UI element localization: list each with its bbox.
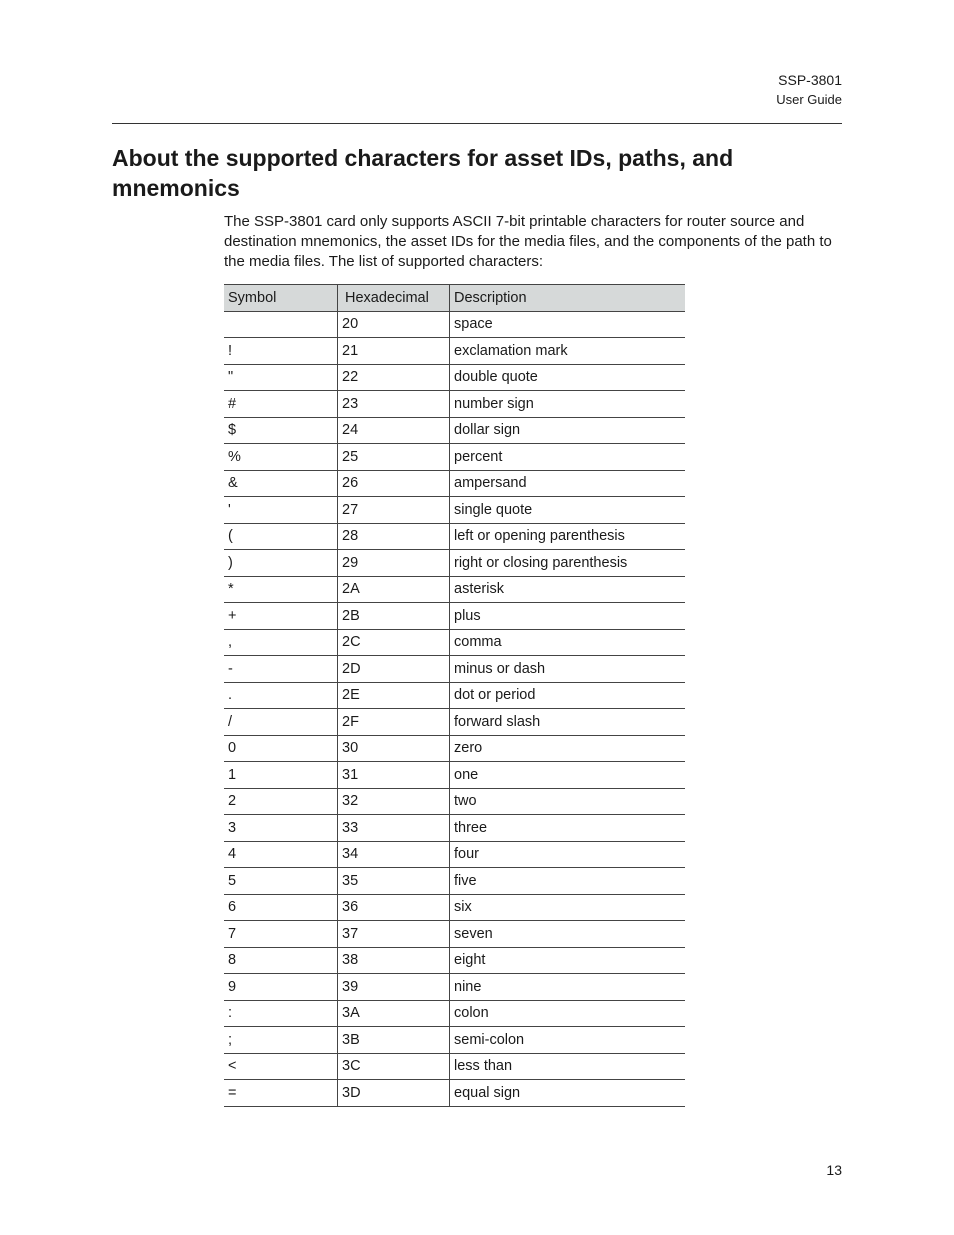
cell-description: dot or period	[450, 682, 686, 709]
cell-hexadecimal: 33	[338, 815, 450, 842]
cell-hexadecimal: 39	[338, 974, 450, 1001]
cell-hexadecimal: 3B	[338, 1027, 450, 1054]
table-row	[224, 947, 685, 974]
cell-hexadecimal: 34	[338, 841, 450, 868]
cell-symbol: /	[224, 709, 338, 736]
column-header-hexadecimal: Hexadecimal	[338, 285, 450, 312]
cell-symbol: 5	[224, 868, 338, 895]
cell-symbol: %	[224, 444, 338, 471]
cell-hexadecimal: 29	[338, 550, 450, 577]
table-row	[224, 868, 685, 895]
table-row	[224, 1080, 685, 1107]
cell-symbol: 8	[224, 947, 338, 974]
table-row	[224, 550, 685, 577]
cell-hexadecimal: 26	[338, 470, 450, 497]
cell-hexadecimal: 2B	[338, 603, 450, 630]
cell-description: four	[450, 841, 686, 868]
cell-symbol: .	[224, 682, 338, 709]
page-number: 13	[826, 1162, 842, 1178]
table-header-row	[224, 285, 685, 312]
table-row	[224, 444, 685, 471]
cell-hexadecimal: 2D	[338, 656, 450, 683]
section-title: About the supported characters for asset IDs, paths, and mnemonics	[112, 145, 734, 201]
table-row	[224, 894, 685, 921]
table-row	[224, 364, 685, 391]
cell-symbol: 0	[224, 735, 338, 762]
table-row	[224, 417, 685, 444]
cell-description: number sign	[450, 391, 686, 418]
table-row	[224, 311, 685, 338]
cell-symbol: )	[224, 550, 338, 577]
table-row	[224, 815, 685, 842]
document-type: User Guide	[776, 92, 842, 107]
table-row	[224, 1000, 685, 1027]
cell-hexadecimal: 2E	[338, 682, 450, 709]
cell-description: three	[450, 815, 686, 842]
intro-paragraph: The SSP-3801 card only supports ASCII 7-bit printable characters for router source and destination mnemonics, the asset IDs for the media files, and the components of the path to the media files. The list of supported characters:	[224, 213, 832, 270]
cell-symbol	[224, 311, 338, 338]
cell-hexadecimal: 32	[338, 788, 450, 815]
cell-hexadecimal: 37	[338, 921, 450, 948]
cell-symbol: 4	[224, 841, 338, 868]
cell-description: eight	[450, 947, 686, 974]
table-row	[224, 788, 685, 815]
cell-description: seven	[450, 921, 686, 948]
cell-symbol: 9	[224, 974, 338, 1001]
cell-description: less than	[450, 1053, 686, 1080]
table-row	[224, 629, 685, 656]
cell-description: plus	[450, 603, 686, 630]
cell-description: single quote	[450, 497, 686, 524]
cell-description: forward slash	[450, 709, 686, 736]
table-row	[224, 656, 685, 683]
cell-hexadecimal: 38	[338, 947, 450, 974]
table-row	[224, 603, 685, 630]
cell-description: asterisk	[450, 576, 686, 603]
cell-description: percent	[450, 444, 686, 471]
table-row	[224, 921, 685, 948]
cell-description: one	[450, 762, 686, 789]
column-header-symbol: Symbol	[224, 285, 338, 312]
column-header-description: Description	[450, 285, 686, 312]
cell-description: double quote	[450, 364, 686, 391]
table-row	[224, 735, 685, 762]
cell-symbol: :	[224, 1000, 338, 1027]
cell-symbol: 1	[224, 762, 338, 789]
cell-hexadecimal: 2C	[338, 629, 450, 656]
cell-hexadecimal: 3D	[338, 1080, 450, 1107]
cell-symbol: -	[224, 656, 338, 683]
supported-characters-table	[224, 284, 685, 1107]
table-row	[224, 391, 685, 418]
cell-symbol: 6	[224, 894, 338, 921]
cell-description: left or opening parenthesis	[450, 523, 686, 550]
cell-description: colon	[450, 1000, 686, 1027]
cell-hexadecimal: 28	[338, 523, 450, 550]
table-row	[224, 1053, 685, 1080]
cell-hexadecimal: 27	[338, 497, 450, 524]
cell-symbol: (	[224, 523, 338, 550]
cell-symbol: ,	[224, 629, 338, 656]
table-row	[224, 338, 685, 365]
cell-description: right or closing parenthesis	[450, 550, 686, 577]
cell-symbol: <	[224, 1053, 338, 1080]
cell-hexadecimal: 25	[338, 444, 450, 471]
cell-description: five	[450, 868, 686, 895]
table-row	[224, 497, 685, 524]
running-header	[776, 71, 842, 109]
cell-hexadecimal: 21	[338, 338, 450, 365]
table-row	[224, 470, 685, 497]
cell-description: zero	[450, 735, 686, 762]
cell-symbol: "	[224, 364, 338, 391]
cell-hexadecimal: 36	[338, 894, 450, 921]
cell-symbol: !	[224, 338, 338, 365]
cell-description: exclamation mark	[450, 338, 686, 365]
table-row	[224, 576, 685, 603]
table-row	[224, 709, 685, 736]
cell-hexadecimal: 23	[338, 391, 450, 418]
cell-description: space	[450, 311, 686, 338]
table-row	[224, 974, 685, 1001]
table-row	[224, 523, 685, 550]
cell-hexadecimal: 22	[338, 364, 450, 391]
cell-symbol: $	[224, 417, 338, 444]
cell-symbol: 3	[224, 815, 338, 842]
table-row	[224, 762, 685, 789]
cell-symbol: #	[224, 391, 338, 418]
table-row	[224, 1027, 685, 1054]
cell-hexadecimal: 3A	[338, 1000, 450, 1027]
cell-symbol: *	[224, 576, 338, 603]
cell-description: ampersand	[450, 470, 686, 497]
cell-description: semi-colon	[450, 1027, 686, 1054]
table-row	[224, 682, 685, 709]
cell-hexadecimal: 2F	[338, 709, 450, 736]
cell-hexadecimal: 20	[338, 311, 450, 338]
cell-description: minus or dash	[450, 656, 686, 683]
cell-description: equal sign	[450, 1080, 686, 1107]
cell-description: dollar sign	[450, 417, 686, 444]
cell-symbol: ;	[224, 1027, 338, 1054]
header-divider	[112, 123, 842, 124]
table-body	[224, 311, 685, 1106]
cell-symbol: '	[224, 497, 338, 524]
cell-hexadecimal: 31	[338, 762, 450, 789]
cell-symbol: &	[224, 470, 338, 497]
cell-hexadecimal: 30	[338, 735, 450, 762]
cell-description: six	[450, 894, 686, 921]
cell-hexadecimal: 3C	[338, 1053, 450, 1080]
product-name: SSP-3801	[778, 72, 842, 88]
cell-description: nine	[450, 974, 686, 1001]
cell-symbol: =	[224, 1080, 338, 1107]
table-row	[224, 841, 685, 868]
cell-symbol: 2	[224, 788, 338, 815]
cell-description: two	[450, 788, 686, 815]
cell-symbol: 7	[224, 921, 338, 948]
cell-hexadecimal: 24	[338, 417, 450, 444]
cell-hexadecimal: 35	[338, 868, 450, 895]
cell-description: comma	[450, 629, 686, 656]
cell-symbol: +	[224, 603, 338, 630]
cell-hexadecimal: 2A	[338, 576, 450, 603]
